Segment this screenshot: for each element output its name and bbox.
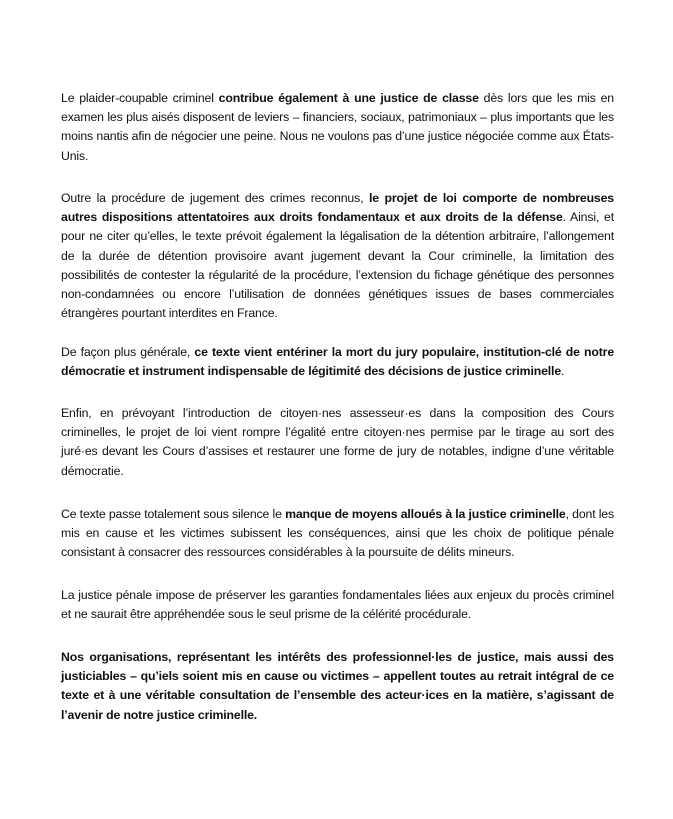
paragraph-emphasis: ce texte vient entériner la mort du jury populaire, institution-clé de notre démocratie et instrument indispensable de légitimité des décisions de justice criminelle [61, 345, 615, 379]
paragraph-lack-of-means [61, 505, 614, 563]
paragraph-emphasis: Nos organisations, représentant les intérêts des professionnel·les de justice, mais aussi des justiciables – qu’iels soient mis en cause ou victimes – appellent toutes au retrait intégral de ce texte et à une véritable consultation de l’ensemble des acteur·ices en la matière, s’agissant de l’avenir de notre justice criminelle. [61, 650, 614, 722]
paragraph-text: Ce texte passe totalement sous silence le [61, 507, 286, 521]
paragraph-fundamental-guarantees [61, 586, 614, 624]
paragraph-text: Le plaider-coupable criminel [61, 91, 219, 105]
paragraph-emphasis: le projet de loi comporte de nombreuses autres dispositions attentatoires aux droits fondamentaux et aux droits de la défense [61, 191, 614, 225]
paragraph-text: . Ainsi, et pour ne citer qu’elles, le texte prévoit également la légalisation de la détention arbitraire, l’allongement de la durée de détention provisoire avant jugement devant la Cour criminelle, la limitation des possibilités de contester la régularité de la procédure, l’extension du fichage génétique des personnes non-condamnées ou encore l’utilisation de données génétiques issues de bases commerciales étrangères pourtant interdites en France. [61, 210, 614, 321]
paragraph-text: dès lors que les mis en examen les plus aisés disposent de leviers – financiers, sociaux, patrimoniaux – plus importants que les moins nantis afin de négocier une peine. Nous ne voulons pas d’une justice négociée comme aux États-Unis. [61, 91, 614, 163]
paragraph-text: Enfin, en prévoyant l’introduction de citoyen·nes assesseur·es dans la composition des Cours criminelles, le projet de loi vient rompre l’égalité entre citoyen·nes permise par le tirage au sort des juré·es devant les Cours d’assises et restaurer une forme de jury de notables, indigne d’une véritable démocratie. [61, 406, 614, 478]
paragraph-plea-bargaining [61, 89, 614, 166]
paragraph-jury-death [61, 343, 614, 381]
paragraph-text: La justice pénale impose de préserver les garanties fondamentales liées aux enjeux du procès criminel et ne saurait être appréhendée sous le seul prisme de la célérité procédurale. [61, 588, 614, 622]
paragraph-text: Outre la procédure de jugement des crimes reconnus, [61, 191, 369, 205]
paragraph-call-for-withdrawal [61, 648, 614, 725]
paragraph-other-provisions [61, 189, 614, 323]
paragraph-text: . [561, 364, 565, 379]
paragraph-emphasis: contribue également à une justice de classe [218, 91, 479, 105]
paragraph-text: , dont les mis en cause et les victimes subissent les conséquences, ainsi que les choix de politique pénale consistant à consacrer des ressources considérables à la poursuite de délits mineurs. [61, 507, 614, 560]
paragraph-citizen-assessors [61, 404, 614, 481]
paragraph-emphasis: manque de moyens alloués à la justice criminelle [285, 507, 566, 521]
paragraph-text: De façon plus générale, [61, 345, 195, 359]
